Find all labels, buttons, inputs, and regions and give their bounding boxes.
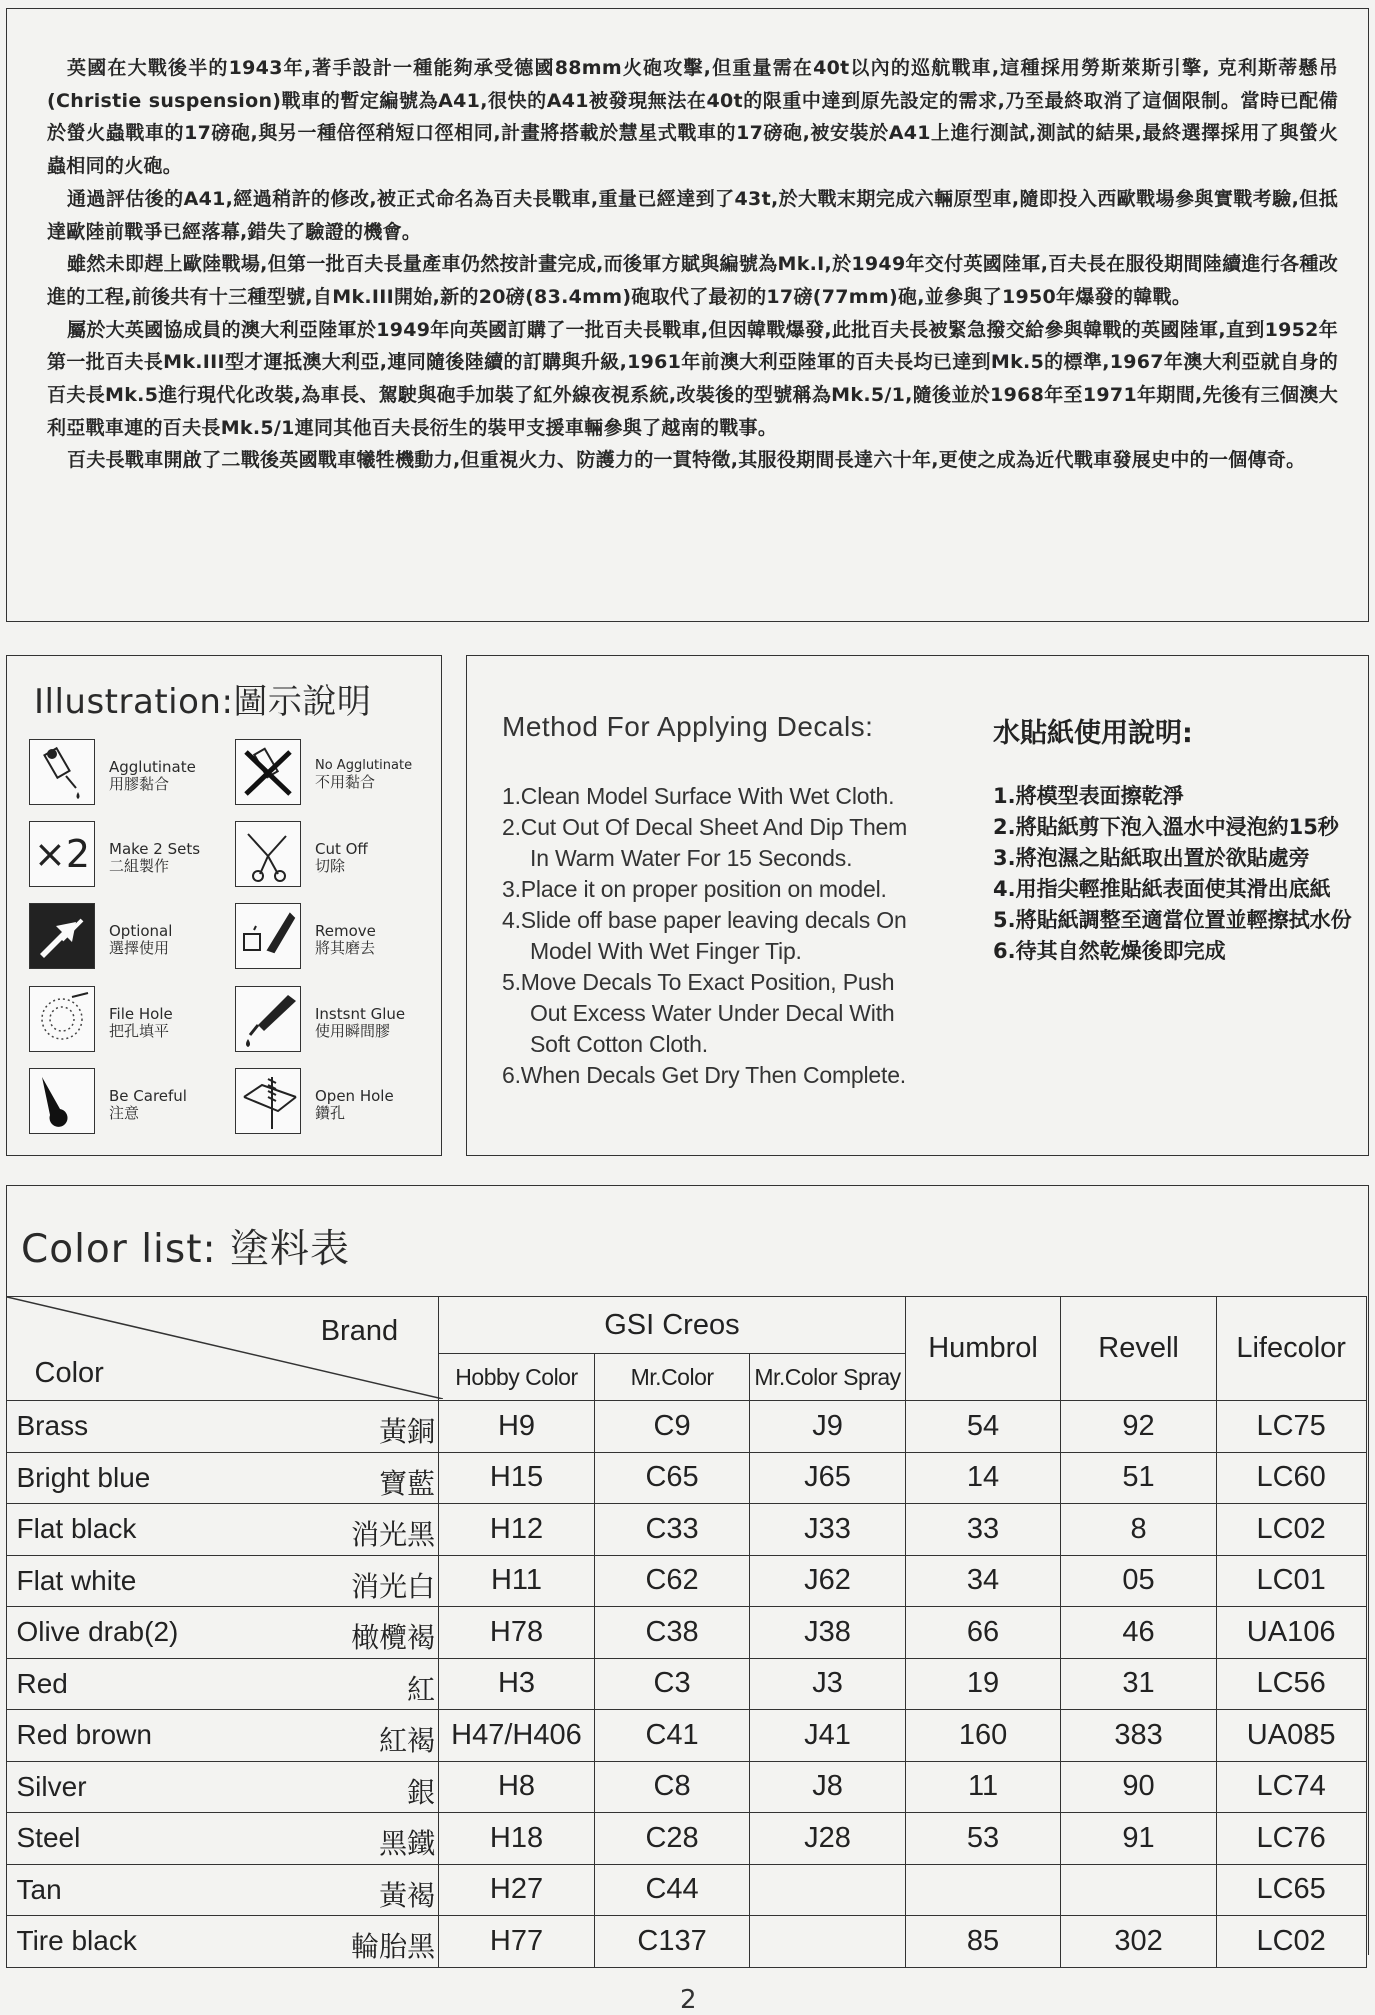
drill-icon (235, 1068, 301, 1134)
table-row (6, 1555, 1366, 1607)
legend-item-cut-off (235, 821, 435, 891)
color-name-en: Tire black (16, 1925, 137, 1956)
color-name-en: Red (16, 1667, 68, 1699)
legend-cn: 不用黏合 (315, 773, 376, 791)
legend-en: File Hole (109, 1005, 173, 1023)
paint-code-spray: J8 (750, 1761, 905, 1813)
table-row (6, 1504, 1366, 1556)
color-name-cell (6, 1555, 439, 1607)
paint-code-hobby: H47/H406 (439, 1710, 595, 1762)
table-row (6, 1864, 1366, 1916)
legend-en: No Agglutinate (315, 758, 413, 773)
decal-step: 3.Place it on proper position on model. (502, 876, 887, 902)
paint-code-revell: 46 (1061, 1607, 1216, 1659)
intro-paragraph-1: 英國在大戰後半的1943年,著手設計一種能夠承受德國88mm火砲攻擊,但重量需在40t以內的巡航戰車,這種採用勞斯萊斯引擎, 克利斯蒂懸吊(Christie suspension)戰車的暫定編號為A41,很快的A41被發現無法在40t的限重中達到原先設定的需求,乃至最終取消了這個限制。當時已配備於螢火蟲戰車的17磅砲,與另一種倍徑稍短口徑相同,計畫將搭載於慧星式戰車的17磅砲,被安裝於A41上進行測試,測試的結果,最終選擇採用了與螢火蟲相同的火砲。 (47, 57, 1338, 178)
paint-code-humbrol: 160 (905, 1710, 1061, 1762)
decal-step: 5.Move Decals To Exact Position, Push Out Excess Water Under Decal With Soft Cotton Cloth. (502, 969, 895, 1057)
color-name-cell (6, 1658, 439, 1710)
legend-cn: 切除 (315, 857, 346, 875)
color-name-en: Steel (16, 1822, 81, 1853)
paint-code-life: LC65 (1216, 1864, 1366, 1916)
paint-code-revell: 302 (1061, 1916, 1216, 1968)
legend-en: Be Careful (109, 1087, 187, 1105)
color-name-cn: 寶藍 (379, 1467, 436, 1499)
no-glue-icon (235, 739, 301, 805)
color-name-cn: 銀 (407, 1776, 436, 1808)
paint-code-spray (750, 1864, 905, 1916)
legend-cn: 使用瞬間膠 (315, 1022, 391, 1040)
illustration-legend (6, 655, 442, 1156)
legend-item-remove (235, 903, 435, 973)
color-name-cell (6, 1607, 439, 1659)
paint-code-spray: J38 (750, 1607, 905, 1659)
mr-color-spray-header: Mr.Color Spray (750, 1354, 905, 1401)
paint-code-life: UA106 (1216, 1607, 1366, 1659)
paint-code-revell: 51 (1061, 1452, 1216, 1504)
legend-en: Open Hole (315, 1087, 394, 1105)
color-list-title: Color list: 塗料表 (21, 1227, 351, 1272)
illustration-title: Illustration:圖示說明 (34, 682, 372, 722)
color-name-cell (6, 1401, 439, 1453)
color-name-cn: 黃褐 (379, 1879, 436, 1911)
legend-en: Remove (315, 922, 376, 940)
paint-code-life: LC76 (1216, 1813, 1366, 1865)
paint-code-hobby: H15 (439, 1452, 595, 1504)
decal-steps-cn (993, 781, 1353, 967)
decal-steps-en (502, 781, 922, 1091)
revell-header: Revell (1061, 1297, 1216, 1401)
legend-cn: 注意 (109, 1104, 140, 1122)
paint-code-hobby: H9 (439, 1401, 595, 1453)
color-name-cn: 消光白 (351, 1570, 436, 1602)
paint-code-humbrol: 54 (905, 1401, 1061, 1453)
paint-code-revell: 05 (1061, 1555, 1216, 1607)
legend-item-optional (29, 903, 229, 973)
decal-step-cn: 3.將泡濕之貼紙取出置於欲貼處旁 (993, 846, 1310, 870)
color-name-cn: 橄欖褐 (351, 1622, 436, 1653)
paint-code-mr: C38 (594, 1607, 749, 1659)
legend-item-agglutinate (29, 739, 229, 809)
paint-code-humbrol: 53 (905, 1813, 1061, 1865)
color-name-cell (6, 1504, 439, 1556)
paint-code-hobby: H27 (439, 1864, 595, 1916)
paint-code-mr: C9 (594, 1401, 749, 1453)
table-row (6, 1813, 1366, 1865)
glue-tube-icon (29, 739, 95, 805)
table-row (6, 1761, 1366, 1813)
decals-title-en: Method For Applying Decals: (502, 711, 874, 742)
color-name-cn: 黃銅 (379, 1416, 436, 1447)
hobby-color-header: Hobby Color (439, 1354, 595, 1401)
paint-code-life: LC74 (1216, 1761, 1366, 1813)
paint-code-hobby: H12 (439, 1504, 595, 1556)
paint-code-mr: C33 (594, 1504, 749, 1556)
paint-code-revell: 8 (1061, 1504, 1216, 1556)
cutter-icon (235, 821, 301, 887)
paint-code-mr: C65 (594, 1452, 749, 1504)
paint-code-revell: 91 (1061, 1813, 1216, 1865)
paint-code-humbrol (905, 1864, 1061, 1916)
decal-step: 6.When Decals Get Dry Then Complete. (502, 1062, 906, 1088)
legend-item-open-hole (235, 1068, 435, 1138)
legend-cn: 把孔填平 (109, 1022, 170, 1040)
legend-cn: 用膠黏合 (109, 775, 170, 793)
mr-color-header: Mr.Color (594, 1354, 749, 1401)
page-number: 2 (680, 1985, 697, 2015)
paint-code-humbrol: 85 (905, 1916, 1061, 1968)
paint-code-life: LC56 (1216, 1658, 1366, 1710)
color-name-en: Tan (16, 1873, 62, 1905)
color-name-en: Red brown (16, 1719, 152, 1750)
caution-icon (29, 1068, 95, 1134)
paint-code-hobby: H18 (439, 1813, 595, 1865)
decal-step: 1.Clean Model Surface With Wet Cloth. (502, 783, 895, 809)
paint-code-revell: 92 (1061, 1401, 1216, 1453)
legend-item-no-agglutinate (235, 739, 435, 809)
color-name-en: Flat white (16, 1564, 137, 1596)
color-name-cn: 消光黑 (351, 1519, 436, 1550)
paint-code-life: LC02 (1216, 1504, 1366, 1556)
decal-step-cn: 2.將貼紙剪下泡入溫水中浸泡約15秒 (993, 815, 1339, 839)
brand-header: Brand (320, 1315, 399, 1347)
paint-code-humbrol: 14 (905, 1452, 1061, 1504)
color-name-en: Brass (16, 1410, 89, 1441)
paint-code-revell: 90 (1061, 1761, 1216, 1813)
legend-en: Optional (109, 922, 173, 940)
color-header: Color (34, 1357, 104, 1389)
intro-paragraph-4: 屬於大英國協成員的澳大利亞陸軍於1949年向英國訂購了一批百夫長戰車,但因韓戰爆發,此批百夫長被緊急撥交給參與韓戰的英國陸軍,直到1952年第一批百夫長Mk.III型才運抵澳大利亞,連同隨後陸續的訂購與升級,1961年前澳大利亞陸軍的百夫長均已達到Mk.5的標準,1967年澳大利亞就自身的百夫長Mk.5進行現代化改裝,為車長、駕駛與砲手加裝了紅外線夜視系統,改裝後的型號稱為Mk.5/1,隨後並於1968年至1971年期間,先後有三個澳大利亞戰車連的百夫長Mk.5/1連同其他百夫長衍生的裝甲支援車輛參與了越南的戰事。 (47, 318, 1338, 439)
paint-code-mr: C8 (594, 1761, 749, 1813)
legend-item-file-hole (29, 986, 229, 1056)
decal-instructions (466, 655, 1369, 1156)
paint-code-mr: C62 (594, 1555, 749, 1607)
paint-code-mr: C137 (594, 1916, 749, 1968)
paint-code-mr: C3 (594, 1658, 749, 1710)
decal-step-cn: 6.待其自然乾燥後即完成 (993, 939, 1226, 963)
color-name-cell (6, 1864, 439, 1916)
paint-code-hobby: H78 (439, 1607, 595, 1659)
table-row (6, 1658, 1366, 1710)
paint-code-hobby: H3 (439, 1658, 595, 1710)
legend-en: Make 2 Sets (109, 840, 201, 858)
paint-code-humbrol: 11 (905, 1761, 1061, 1813)
make-two-sets-icon (29, 821, 95, 887)
paint-code-spray (750, 1916, 905, 1968)
color-name-cn: 紅 (407, 1673, 436, 1705)
legend-en: Agglutinate (109, 758, 196, 776)
paint-code-spray: J62 (750, 1555, 905, 1607)
decal-step-cn: 1.將模型表面擦乾淨 (993, 784, 1184, 808)
table-row (6, 1710, 1366, 1762)
intro-paragraph-3: 雖然未即趕上歐陸戰場,但第一批百夫長量產車仍然按計畫完成,而後軍方賦與編號為Mk.I,於1949年交付英國陸軍,百夫長在服役期間陸續進行各種改進的工程,前後共有十三種型號,自Mk.III開始,新的20磅(83.4mm)砲取代了最初的17磅(77mm)砲,並參與了1950年爆發的韓戰。 (47, 253, 1338, 308)
legend-en: Instsnt Glue (315, 1005, 406, 1023)
color-name-cn: 黑鐵 (379, 1828, 436, 1859)
paint-code-revell: 31 (1061, 1658, 1216, 1710)
legend-en: Cut Off (315, 840, 368, 858)
paint-code-life: LC75 (1216, 1401, 1366, 1453)
legend-cn: 將其磨去 (315, 939, 376, 957)
paint-code-revell (1061, 1864, 1216, 1916)
paint-code-spray: J9 (750, 1401, 905, 1453)
paint-code-humbrol: 19 (905, 1658, 1061, 1710)
paint-code-hobby: H11 (439, 1555, 595, 1607)
color-name-en: Olive drab(2) (16, 1616, 179, 1647)
color-name-cell (6, 1813, 439, 1865)
color-name-en: Bright blue (16, 1461, 151, 1493)
paint-code-humbrol: 66 (905, 1607, 1061, 1659)
legend-item-instant-glue (235, 986, 435, 1056)
paint-code-revell: 383 (1061, 1710, 1216, 1762)
lifecolor-header: Lifecolor (1216, 1297, 1366, 1401)
color-name-cn: 紅褐 (379, 1725, 436, 1756)
paint-code-mr: C44 (594, 1864, 749, 1916)
brand-color-header (6, 1297, 439, 1401)
paint-code-humbrol: 34 (905, 1555, 1061, 1607)
paint-code-mr: C41 (594, 1710, 749, 1762)
paint-table (6, 1296, 1367, 1968)
decal-step: 4.Slide off base paper leaving decals On Model With Wet Finger Tip. (502, 907, 907, 964)
decal-step-cn: 5.將貼紙調整至適當位置並輕擦拭水份 (993, 908, 1352, 932)
paint-code-hobby: H77 (439, 1916, 595, 1968)
table-row (6, 1607, 1366, 1659)
paint-code-spray: J41 (750, 1710, 905, 1762)
intro-paragraph-2: 通過評估後的A41,經過稍許的修改,被正式命名為百夫長戰車,重量已經達到了43t,於大戰末期完成六輛原型車,隨即投入西歐戰場參與實戰考驗,但抵達歐陸前戰爭已經落幕,錯失了驗證的機會。 (47, 187, 1338, 243)
paint-code-spray: J65 (750, 1452, 905, 1504)
optional-arrows-icon (29, 903, 95, 969)
color-name-en: Silver (16, 1770, 87, 1802)
color-list (6, 1185, 1369, 1962)
legend-cn: 二組製作 (109, 857, 170, 875)
intro-text-box (6, 8, 1369, 622)
intro-paragraph-5: 百夫長戰車開啟了二戰後英國戰車犧牲機動力,但重視火力、防護力的一貫特徵,其服役期間長達六十年,更使之成為近代戰車發展史中的一個傳奇。 (67, 449, 1306, 472)
decal-step-cn: 4.用指尖輕推貼紙表面使其滑出底紙 (993, 877, 1331, 901)
color-name-cell (6, 1452, 439, 1504)
color-name-en: Flat black (16, 1513, 137, 1544)
paint-code-life: UA085 (1216, 1710, 1366, 1762)
instant-glue-icon (235, 986, 301, 1052)
paint-code-humbrol: 33 (905, 1504, 1061, 1556)
legend-item-be-careful (29, 1068, 229, 1138)
paint-code-spray: J33 (750, 1504, 905, 1556)
paint-code-mr: C28 (594, 1813, 749, 1865)
color-name-cn: 輪胎黑 (351, 1931, 436, 1962)
paint-code-life: LC01 (1216, 1555, 1366, 1607)
decal-step: 2.Cut Out Of Decal Sheet And Dip Them In Warm Water For 15 Seconds. (502, 814, 908, 871)
legend-cn: 選擇使用 (109, 939, 170, 957)
color-name-cell (6, 1710, 439, 1762)
paint-code-life: LC60 (1216, 1452, 1366, 1504)
paint-code-hobby: H8 (439, 1761, 595, 1813)
table-row (6, 1452, 1366, 1504)
legend-item-make-2-sets (29, 821, 229, 891)
file-hole-icon (29, 986, 95, 1052)
humbrol-header: Humbrol (905, 1297, 1061, 1401)
table-row (6, 1916, 1366, 1968)
paint-code-spray: J3 (750, 1658, 905, 1710)
decals-title-cn: 水貼紙使用說明: (993, 718, 1193, 749)
paint-code-life: LC02 (1216, 1916, 1366, 1968)
color-name-cell (6, 1916, 439, 1968)
file-knife-icon (235, 903, 301, 969)
legend-cn: 鑽孔 (315, 1104, 346, 1122)
gsi-creos-header: GSI Creos (439, 1297, 906, 1354)
color-name-cell (6, 1761, 439, 1813)
x2-label: ×2 (33, 832, 91, 876)
table-row (6, 1401, 1366, 1453)
paint-code-spray: J28 (750, 1813, 905, 1865)
